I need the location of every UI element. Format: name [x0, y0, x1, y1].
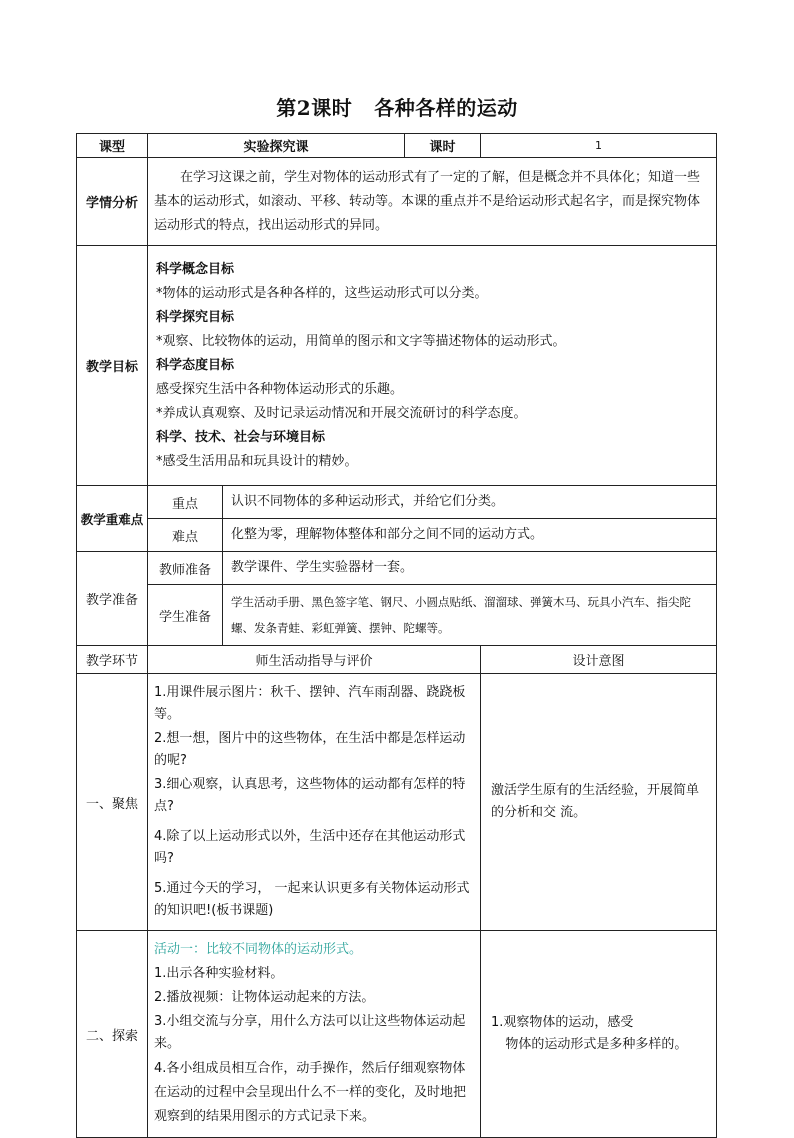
stage-name: 二、探索	[77, 931, 148, 1138]
stage-header: 教学环节	[77, 646, 148, 674]
goal-line: *感受生活用品和玩具设计的精妙。	[156, 453, 358, 469]
stage-activities	[148, 931, 481, 1138]
goal-heading: 科学、技术、社会与环境目标	[156, 429, 326, 445]
activity-item: 4.除了以上运动形式以外，生活中还存在其他运动形式吗?	[154, 829, 466, 866]
student-prep-text: 学生活动手册、黑色签字笔、钢尺、小圆点贴纸、溜溜球、弹簧木马、玩具小汽车、指尖陀螺、发条青蛙、彩虹弹簧、摆钟、陀螺等。	[223, 585, 717, 646]
student-prep-label: 学生准备	[148, 585, 223, 646]
period-label: 课时	[405, 134, 481, 158]
activity-item: 4.各小组成员相互合作，动手操作，然后仔细观察物体在运动的过程中会呈现出什么不一样的变化，及时地把观察到的结果用图示的方式记录下来。	[154, 1061, 467, 1124]
analysis-row	[77, 158, 717, 246]
teacher-prep-text: 教学课件、学生实验器材一套。	[223, 552, 717, 585]
type-label: 课型	[77, 134, 148, 158]
activity-item: 5.通过今天的学习， 一起来认识更多有关物体运动形式的知识吧!(板书课题)	[154, 881, 470, 918]
focus-row	[77, 486, 717, 519]
difficulty-label: 难点	[148, 519, 223, 552]
intent-first-line: 1.观察物体的运动，感受	[491, 1015, 634, 1030]
focus-label: 重点	[148, 486, 223, 519]
activity-item: 2.播放视频：让物体运动起来的方法。	[154, 990, 375, 1005]
intent-rest: 物体的运动形式是多种多样的。	[505, 1037, 688, 1052]
info-row	[77, 134, 717, 158]
activity-item: 1.用课件展示图片：秋千、摆钟、汽车雨刮器、跷跷板等。	[154, 685, 466, 722]
goals-row	[77, 246, 717, 486]
stage-row	[77, 674, 717, 931]
period-value: 1	[481, 134, 717, 158]
stage-row	[77, 931, 717, 1138]
goal-line: *物体的运动形式是各种各样的，这些运动形式可以分类。	[156, 285, 488, 301]
student-prep-row	[77, 585, 717, 646]
stage-activities	[148, 674, 481, 931]
intent-header: 设计意图	[481, 646, 717, 674]
lesson-number: 第2课时	[276, 96, 353, 120]
activity-title: 活动一：比较不同物体的运动形式。	[154, 942, 363, 957]
goal-heading: 科学态度目标	[156, 357, 235, 373]
activity-item: 2.想一想，图片中的这些物体，在生活中都是怎样运动的呢?	[154, 731, 466, 768]
goal-heading: 科学概念目标	[156, 261, 235, 277]
activity-header: 师生活动指导与评价	[148, 646, 481, 674]
analysis-label: 学情分析	[77, 158, 148, 246]
goal-line: *观察、比较物体的运动，用简单的图示和文字等描述物体的运动形式。	[156, 333, 566, 349]
stage-intent: 激活学生原有的生活经验，开展简单的分析和交 流。	[481, 674, 717, 931]
stage-intent	[481, 931, 717, 1138]
lesson-plan-table	[76, 133, 717, 1138]
focus-text: 认识不同物体的多种运动形式，并给它们分类。	[223, 486, 717, 519]
teacher-prep-label: 教师准备	[148, 552, 223, 585]
key-points-label: 教学重难点	[77, 486, 148, 552]
goals-content	[148, 246, 717, 486]
process-header-row	[77, 646, 717, 674]
goal-line: *养成认真观察、及时记录运动情况和开展交流研讨的科学态度。	[156, 405, 527, 421]
goal-heading: 科学探究目标	[156, 309, 235, 325]
difficulty-text: 化整为零，理解物体整体和部分之间不同的运动方式。	[223, 519, 717, 552]
goals-label: 教学目标	[77, 246, 148, 486]
type-value: 实验探究课	[148, 134, 405, 158]
teacher-prep-row	[77, 552, 717, 585]
activity-item: 1.出示各种实验材料。	[154, 966, 284, 981]
activity-item: 3.细心观察，认真思考，这些物体的运动都有怎样的特点?	[154, 777, 466, 814]
difficulty-row	[77, 519, 717, 552]
goal-line: 感受探究生活中各种物体运动形式的乐趣。	[156, 381, 404, 397]
lesson-name: 各种各样的运动	[374, 96, 518, 120]
preparation-label: 教学准备	[77, 552, 148, 646]
stage-name: 一、聚焦	[77, 674, 148, 931]
analysis-text: 在学习这课之前，学生对物体的运动形式有了一定的了解，但是概念并不具体化；知道一些基本的运动形式，如滚动、平移、转动等。本课的重点并不是给运动形式起名字，而是探究物体运动形式的特点，找出运动形式的异同。	[148, 158, 717, 246]
activity-item: 3.小组交流与分享，用什么方法可以让这些物体运动起来。	[154, 1014, 466, 1051]
page-title	[0, 92, 794, 121]
